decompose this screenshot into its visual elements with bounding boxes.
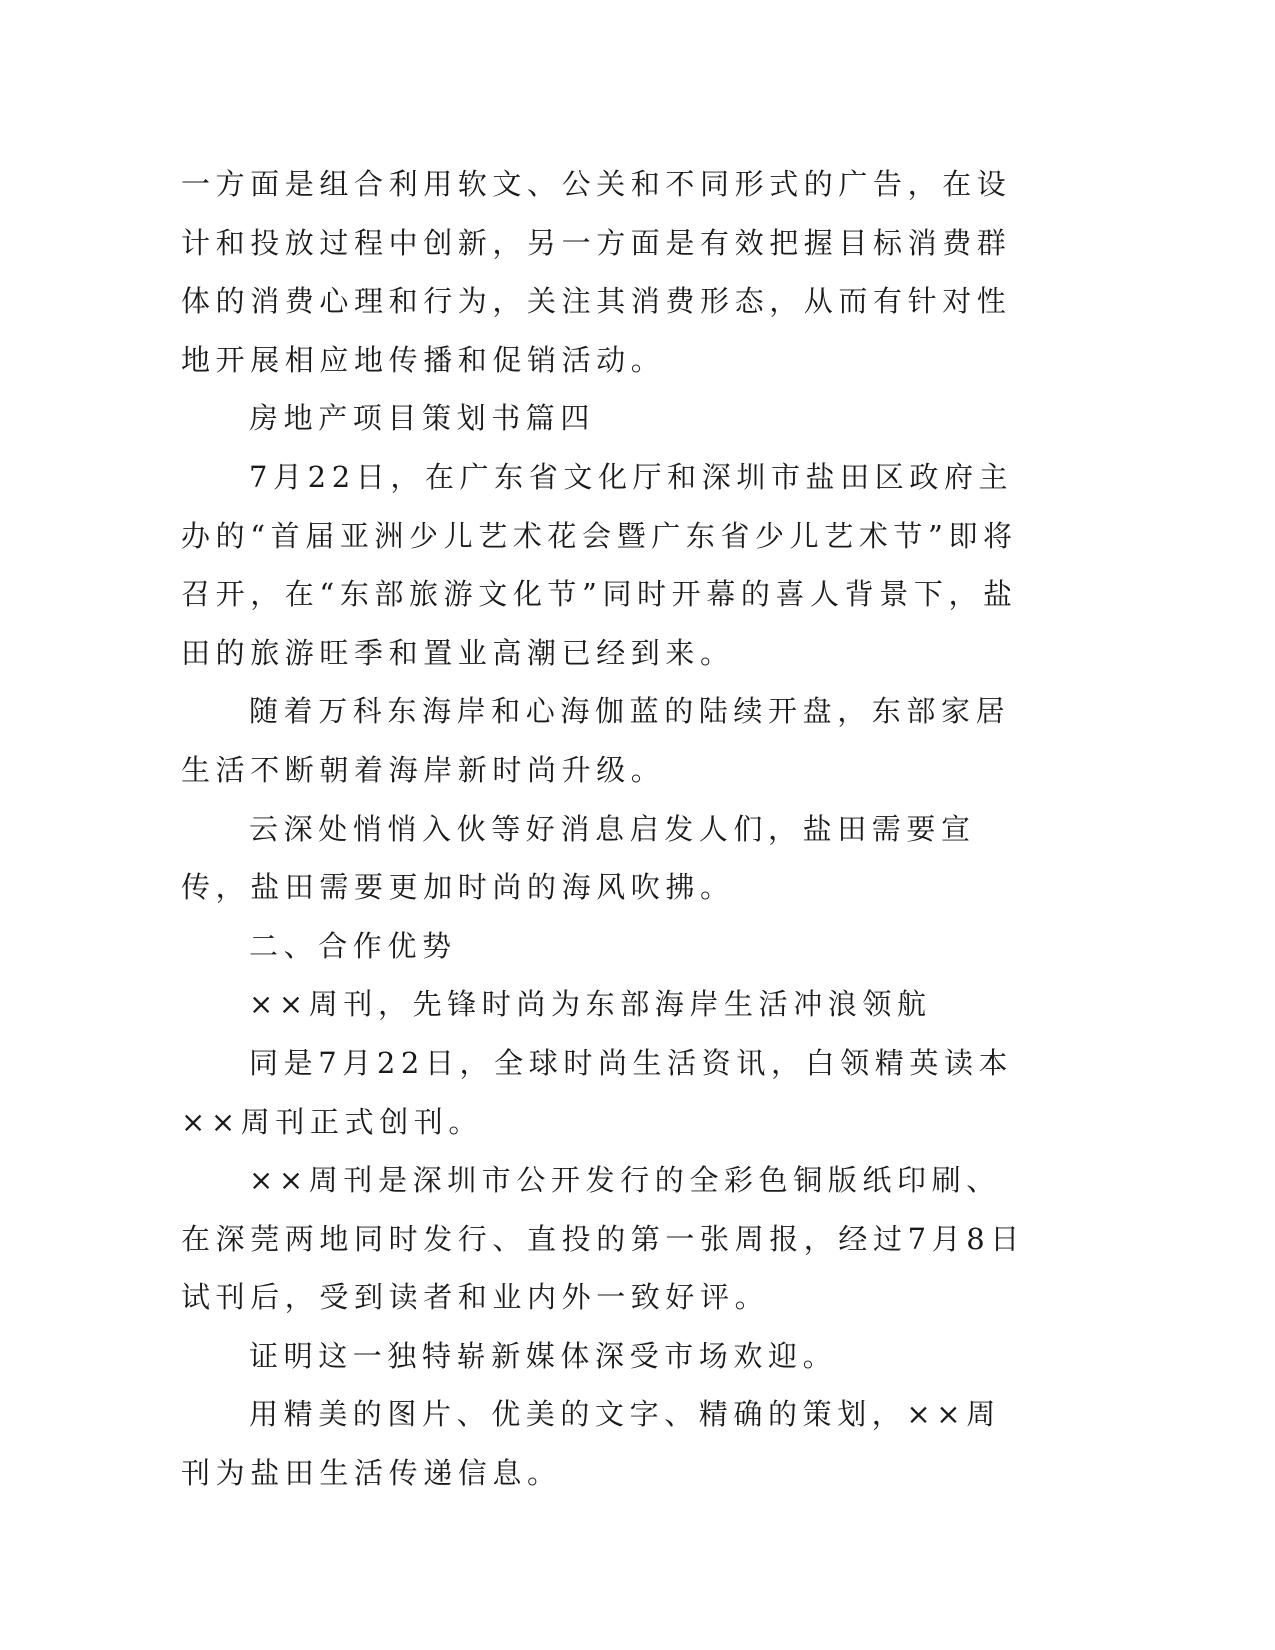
section-heading-cooperation-advantage: 二、合作优势 [249, 928, 457, 963]
document-body [181, 155, 1031, 1503]
paragraph-arts-festival: 7月22日，在广东省文化厅和深圳市盐田区政府主办的“首届亚洲少儿艺术花会暨广东省少儿艺术节”即将召开，在“东部旅游文化节”同时开幕的喜人背景下，盐田的旅游旺季和置业高潮已经到来。 [181, 459, 1018, 670]
paragraph-market-welcome: 证明这一独特崭新媒体深受市场欢迎。 [249, 1338, 838, 1373]
paragraph-consumer-strategy: 一方面是组合利用软文、公关和不同形式的广告，在设计和投放过程中创新，另一方面是有效把握目标消费群体的消费心理和行为，关注其消费形态，从而有针对性地开展相应地传播和促销活动。 [181, 167, 1012, 377]
paragraph-weekly-description: ××周刊是深圳市公开发行的全彩色铜版纸印刷、在深莞两地同时发行、直投的第一张周报，经过7月8日试刊后，受到读者和业内外一致好评。 [181, 1163, 1025, 1315]
paragraph-information-delivery: 用精美的图片、优美的文字、精确的策划，××周刊为盐田生活传递信息。 [181, 1397, 1001, 1491]
paragraph-weekly-launch: 同是7月22日，全球时尚生活资讯，白领精英读本××周刊正式创刊。 [181, 1045, 1014, 1139]
section-heading-part-four: 房地产项目策划书篇四 [249, 401, 596, 436]
paragraph-yantian-promotion: 云深处悄悄入伙等好消息启发人们，盐田需要宣传，盐田需要更加时尚的海风吹拂。 [181, 811, 976, 905]
paragraph-east-coast-upgrade: 随着万科东海岸和心海伽蓝的陆续开盘，东部家居生活不断朝着海岸新时尚升级。 [181, 694, 1011, 787]
paragraph-weekly-tagline: ××周刊，先锋时尚为东部海岸生活冲浪领航 [249, 987, 932, 1022]
